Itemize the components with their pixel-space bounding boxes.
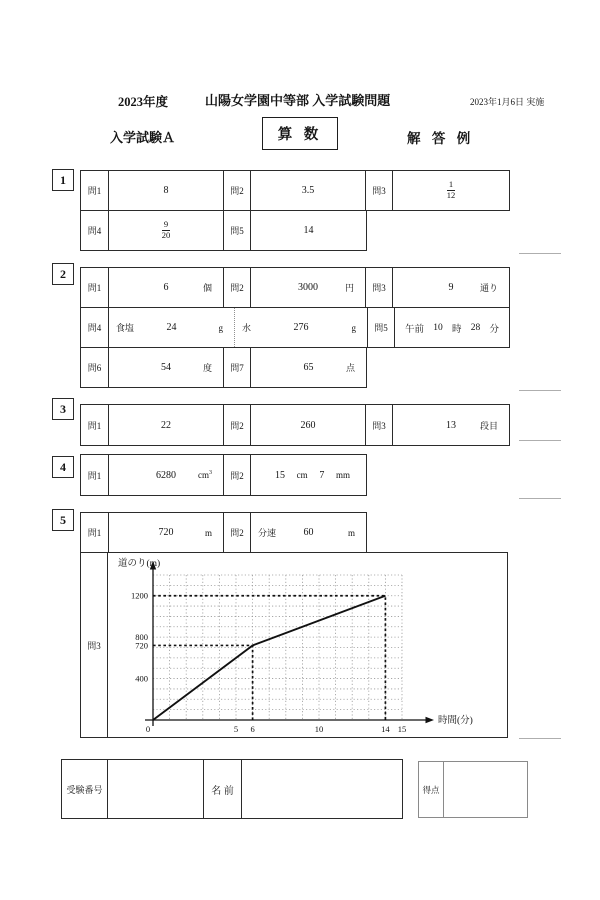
- answer-value: 6280: [156, 469, 176, 481]
- section-3-box: 3: [52, 398, 74, 420]
- score-label: 得点: [422, 784, 440, 795]
- question-label: 問3: [365, 171, 392, 210]
- exam-date: 2023年1月6日 実施: [470, 97, 545, 107]
- question-label: 問1: [87, 283, 102, 293]
- examinee-number-field: [107, 760, 203, 818]
- answer-value: 3.5: [301, 185, 315, 196]
- question-label: 問1: [87, 470, 102, 481]
- question-label: 問1: [87, 528, 102, 538]
- svg-text:6: 6: [250, 724, 255, 734]
- answer-unit: 通り: [479, 283, 498, 293]
- question-label: 問5: [367, 308, 394, 347]
- answer-value: 14: [303, 225, 314, 236]
- svg-text:5: 5: [233, 724, 239, 734]
- section-2-box: 2: [52, 263, 74, 285]
- water-label: 水: [242, 323, 252, 333]
- section-3-row-1: [80, 404, 510, 446]
- answer-cell: [250, 513, 366, 552]
- svg-text:道のり(m): 道のり(m): [118, 559, 161, 569]
- answer-cell: [108, 348, 223, 387]
- svg-text:時間(分): 時間(分): [438, 716, 473, 726]
- section-5-row-1: [80, 512, 367, 553]
- answer-cell: [250, 211, 366, 250]
- question-label: 問2: [223, 268, 250, 307]
- question-label: 問4: [87, 323, 102, 333]
- svg-text:14: 14: [381, 724, 390, 734]
- answer-cell: [108, 211, 223, 250]
- scan-edge-mark: [519, 253, 561, 254]
- answer-value: 15: [275, 469, 285, 481]
- question-label: 問2: [223, 405, 250, 445]
- question-label: 問1: [87, 186, 102, 196]
- answer-cell: [392, 405, 509, 445]
- section-4-box: 4: [52, 456, 74, 478]
- school-title: 山陽女学園中等部 入学試験問題: [205, 93, 391, 108]
- question-label: 問4: [87, 226, 102, 236]
- svg-text:0: 0: [145, 724, 151, 734]
- answer-unit: g: [218, 322, 223, 333]
- section-2-row-3: [80, 347, 367, 388]
- answer-cell: [250, 405, 365, 445]
- answer-value: 13: [446, 419, 456, 431]
- svg-text:1200: 1200: [131, 590, 148, 601]
- minute-unit: 分: [489, 324, 499, 335]
- section-5-box: 5: [52, 509, 74, 531]
- water-answer-cell: [234, 308, 367, 347]
- question-label: 問5: [223, 211, 250, 250]
- score-field: [443, 762, 527, 817]
- question-label: 問1: [87, 420, 102, 431]
- section-1-row-1: [80, 170, 510, 211]
- fraction-answer: $\frac{9}{20}$: [161, 219, 171, 240]
- question-label: 問2: [223, 171, 250, 210]
- section-1-box: 1: [52, 169, 74, 191]
- answer-unit: m: [347, 527, 355, 538]
- distance-time-graph: [108, 552, 506, 736]
- answer-unit: 段目: [479, 420, 498, 431]
- section-2-row-1: [80, 267, 510, 308]
- subject-label: 算 数: [277, 127, 323, 143]
- answer-cell: [250, 455, 366, 495]
- section-4-row-1: [80, 454, 367, 496]
- answer-cell: [108, 513, 223, 552]
- answer-cell: [108, 405, 223, 445]
- scan-edge-mark: [519, 738, 561, 739]
- answer-value: 54: [161, 362, 171, 373]
- answer-cell: [250, 171, 365, 210]
- answer-value: 276: [293, 322, 309, 333]
- exam-year: 2023年度: [118, 95, 169, 109]
- answer-value: 260: [300, 419, 316, 431]
- answer-cell: [392, 268, 509, 307]
- answer-unit: 円: [344, 283, 354, 293]
- svg-text:15: 15: [397, 724, 407, 734]
- answer-value: 60: [303, 527, 314, 538]
- scan-edge-mark: [519, 440, 561, 441]
- salt-answer-cell: [108, 308, 234, 347]
- period-label: 午前: [405, 324, 425, 335]
- answer-unit: 度: [202, 363, 212, 373]
- answer-cell: [108, 455, 223, 495]
- question-label: 問3: [365, 405, 392, 445]
- answer-unit: mm: [335, 470, 350, 480]
- answer-value: 24: [166, 322, 177, 333]
- answer-example-label: 解 答 例: [407, 131, 475, 146]
- svg-text:10: 10: [314, 724, 324, 734]
- svg-text:720: 720: [135, 640, 148, 651]
- salt-label: 食塩: [116, 323, 135, 333]
- answer-unit: $cm^3$: [198, 470, 212, 480]
- answer-value: 720: [158, 527, 174, 538]
- answer-value: 3000: [298, 282, 318, 293]
- examinee-info-box: [61, 759, 403, 819]
- question-label: 問7: [223, 348, 250, 387]
- svg-text:400: 400: [135, 673, 148, 684]
- answer-cell: [108, 268, 223, 307]
- answer-value: 9: [448, 282, 454, 293]
- svg-text:800: 800: [135, 632, 148, 643]
- name-label: 名 前: [203, 760, 241, 818]
- scan-edge-mark: [519, 390, 561, 391]
- hour-value: 10: [433, 322, 443, 333]
- hour-unit: 時: [451, 324, 462, 335]
- answer-cell: [392, 171, 509, 210]
- answer-value: 7: [319, 469, 325, 481]
- question-label: 問2: [223, 455, 250, 495]
- answer-unit: 個: [202, 283, 212, 293]
- question-label: 問6: [87, 363, 102, 373]
- answer-cell: [250, 268, 365, 307]
- scan-edge-mark: [519, 498, 561, 499]
- subject-box: [262, 117, 338, 150]
- score-box: [418, 761, 528, 818]
- question-label: 問3: [81, 553, 108, 737]
- answer-value: 65: [303, 362, 314, 373]
- answer-cell: [250, 348, 366, 387]
- answer-value: 6: [163, 282, 169, 293]
- speed-prefix: 分速: [258, 528, 277, 538]
- section-2-row-2: [80, 307, 510, 348]
- answer-unit: m: [204, 527, 212, 538]
- answer-unit: g: [351, 322, 356, 333]
- question-label: 問3: [365, 268, 392, 307]
- answer-unit: cm: [296, 470, 308, 480]
- examinee-number-label: 受験番号: [66, 784, 103, 795]
- answer-cell: [108, 171, 223, 210]
- exam-type: 入学試験Ａ: [110, 130, 176, 145]
- question-label: 問2: [223, 513, 250, 552]
- name-field: [241, 760, 402, 818]
- minute-value: 28: [470, 322, 481, 333]
- answer-value: 8: [163, 185, 169, 196]
- time-answer-cell: [394, 308, 509, 347]
- fraction-answer: $\frac{1}{12}$: [446, 179, 456, 200]
- answer-value: 22: [161, 419, 171, 431]
- section-1-row-2: [80, 210, 367, 251]
- answer-unit: 点: [345, 363, 355, 373]
